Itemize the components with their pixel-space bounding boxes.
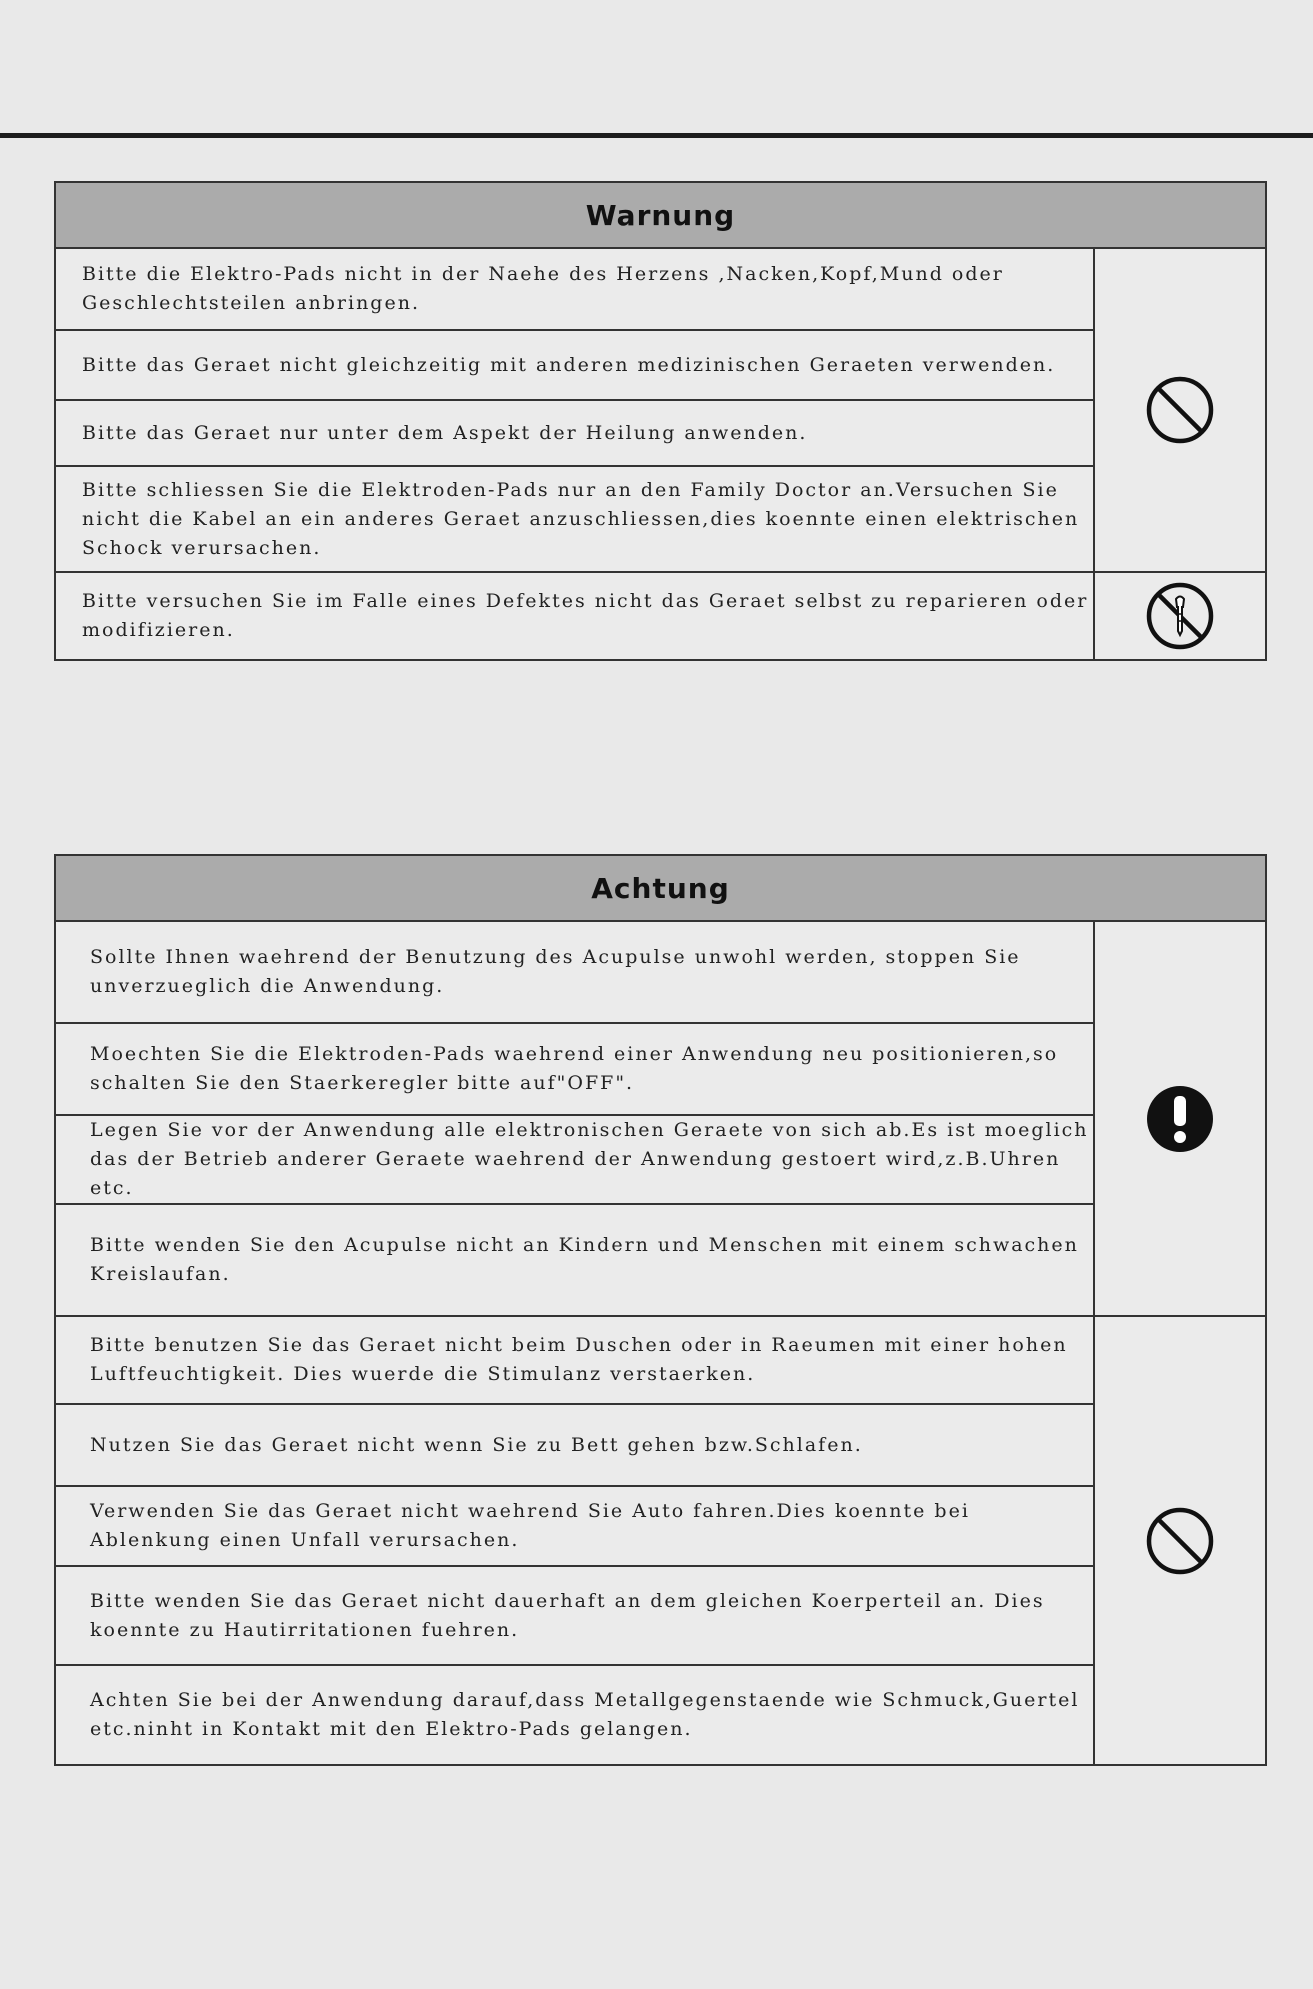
prohibition-icon [1145,1506,1215,1576]
warnung-icon-cell-1 [1094,248,1266,572]
warnung-title: Warnung [55,182,1266,248]
achtung-row: Bitte benutzen Sie das Geraet nicht beim Duschen oder in Raeumen mit einer hohen Luftfeuchtigkeit. Dies wuerde die Stimulanz verstaerken. [55,1316,1094,1404]
top-rule [0,133,1313,138]
warnung-row: Bitte das Geraet nicht gleichzeitig mit anderen medizinischen Geraeten verwenden. [55,330,1094,400]
achtung-row: Verwenden Sie das Geraet nicht waehrend Sie Auto fahren.Dies koennte bei Ablenkung einen Unfall verursachen. [55,1486,1094,1566]
achtung-row: Legen Sie vor der Anwendung alle elektronischen Geraete von sich ab.Es ist moeglich das der Betrieb anderer Geraete waehrend der Anwendung gestoert wird,z.B.Uhren etc. [55,1115,1094,1204]
achtung-row: Bitte wenden Sie den Acupulse nicht an Kindern und Menschen mit einem schwachen Kreislaufan. [55,1204,1094,1316]
achtung-title: Achtung [55,855,1266,921]
warnung-row: Bitte die Elektro-Pads nicht in der Naehe des Herzens ,Nacken,Kopf,Mund oder Geschlechtsteilen anbringen. [55,248,1094,330]
warnung-table [54,181,1267,661]
achtung-row: Sollte Ihnen waehrend der Benutzung des Acupulse unwohl werden, stoppen Sie unverzueglich die Anwendung. [55,921,1094,1023]
warnung-row: Bitte schliessen Sie die Elektroden-Pads nur an den Family Doctor an.Versuchen Sie nicht die Kabel an ein anderes Geraet anzuschliessen,dies koennte einen elektrischen Schock verursachen. [55,466,1094,572]
achtung-icon-cell-1 [1094,921,1266,1316]
exclamation-icon [1145,1084,1215,1154]
achtung-row: Achten Sie bei der Anwendung darauf,dass Metallgegenstaende wie Schmuck,Guertel etc.ninht in Kontakt mit den Elektro-Pads gelangen. [55,1665,1094,1765]
achtung-row: Nutzen Sie das Geraet nicht wenn Sie zu Bett gehen bzw.Schlafen. [55,1404,1094,1486]
prohibition-icon [1145,375,1215,445]
warnung-row: Bitte das Geraet nur unter dem Aspekt der Heilung anwenden. [55,400,1094,466]
achtung-row: Bitte wenden Sie das Geraet nicht dauerhaft an dem gleichen Koerperteil an. Dies koennte zu Hautirritationen fuehren. [55,1566,1094,1665]
achtung-icon-cell-2 [1094,1316,1266,1765]
achtung-table [54,854,1267,1766]
warnung-icon-cell-2 [1094,572,1266,660]
no-repair-icon [1145,581,1215,651]
achtung-row: Moechten Sie die Elektroden-Pads waehrend einer Anwendung neu positionieren,so schalten Sie den Staerkeregler bitte auf"OFF". [55,1023,1094,1115]
warnung-row: Bitte versuchen Sie im Falle eines Defektes nicht das Geraet selbst zu reparieren oder modifizieren. [55,572,1094,660]
